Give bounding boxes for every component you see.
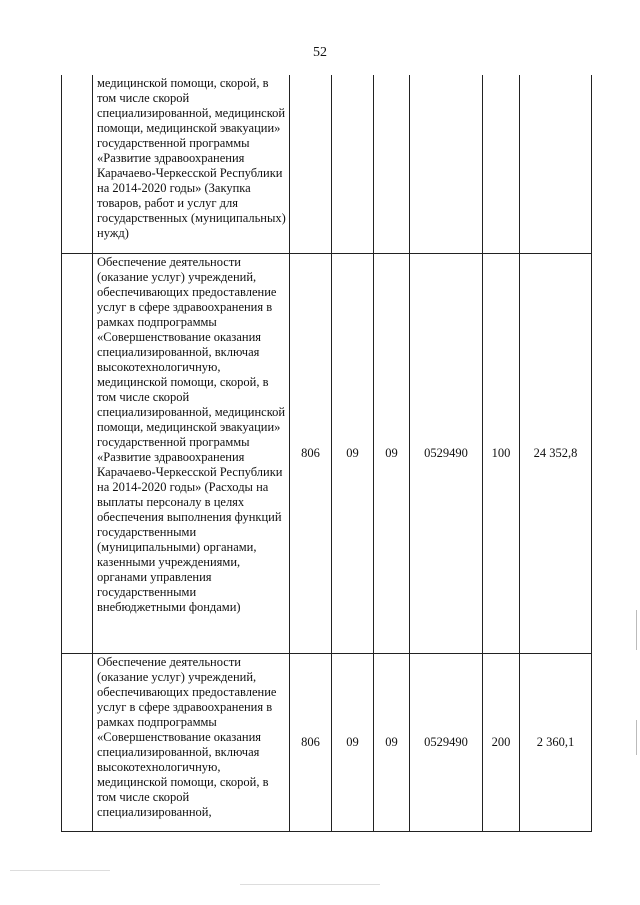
section-cell (332, 75, 374, 253)
scan-mark (10, 870, 110, 871)
subsection-cell: 09 (374, 253, 410, 653)
scan-mark (240, 884, 380, 885)
subsection-cell (374, 75, 410, 253)
amount-cell: 2 360,1 (520, 653, 592, 831)
section-cell: 09 (332, 653, 374, 831)
ministry-code-cell (290, 75, 332, 253)
description-cell: Обеспечение деятельности (оказание услуг) учреждений, обеспечивающих предоставление услуг в сфере здравоохранения в рамках подпрограммы «Совершенствование оказания специализированной, включая высокотехнологичную, медицинской помощи, скорой, в том числе скорой специализированной, (93, 653, 290, 831)
row-number-cell (62, 75, 93, 253)
scan-mark (636, 720, 637, 755)
table-row (62, 653, 592, 831)
expense-type-cell: 100 (483, 253, 520, 653)
table-row (62, 253, 592, 653)
amount-cell (520, 75, 592, 253)
target-item-cell: 0529490 (410, 653, 483, 831)
section-cell: 09 (332, 253, 374, 653)
target-item-cell: 0529490 (410, 253, 483, 653)
row-number-cell (62, 653, 93, 831)
expense-type-cell: 200 (483, 653, 520, 831)
description-cell: медицинской помощи, скорой, в том числе скорой специализированной, медицинской помощи, медицинской эвакуации» государственной программы «Развитие здравоохранения Карачаево-Черкесской Республики на 2014-2020 годы» (Закупка товаров, работ и услуг для государственных (муниципальных) нужд) (93, 75, 290, 253)
page-number: 52 (313, 45, 327, 60)
table-row (62, 75, 592, 253)
scan-mark (636, 610, 637, 650)
description-cell: Обеспечение деятельности (оказание услуг) учреждений, обеспечивающих предоставление услуг в сфере здравоохранения в рамках подпрограммы «Совершенствование оказания специализированной, включая высокотехнологичную, медицинской помощи, скорой, в том числе скорой специализированной, медицинской помощи, медицинской эвакуации» государственной программы «Развитие здравоохранения Карачаево-Черкесской Республики на 2014-2020 годы» (Расходы на выплаты персоналу в целях обеспечения выполнения функций государственными (муниципальными) органами, казенными учреждениями, органами управления государственными внебюджетными фондами) (93, 253, 290, 653)
expense-type-cell (483, 75, 520, 253)
budget-table-wrapper (61, 75, 592, 832)
target-item-cell (410, 75, 483, 253)
amount-cell: 24 352,8 (520, 253, 592, 653)
row-number-cell (62, 253, 93, 653)
budget-table (61, 75, 592, 832)
ministry-code-cell: 806 (290, 653, 332, 831)
subsection-cell: 09 (374, 653, 410, 831)
ministry-code-cell: 806 (290, 253, 332, 653)
